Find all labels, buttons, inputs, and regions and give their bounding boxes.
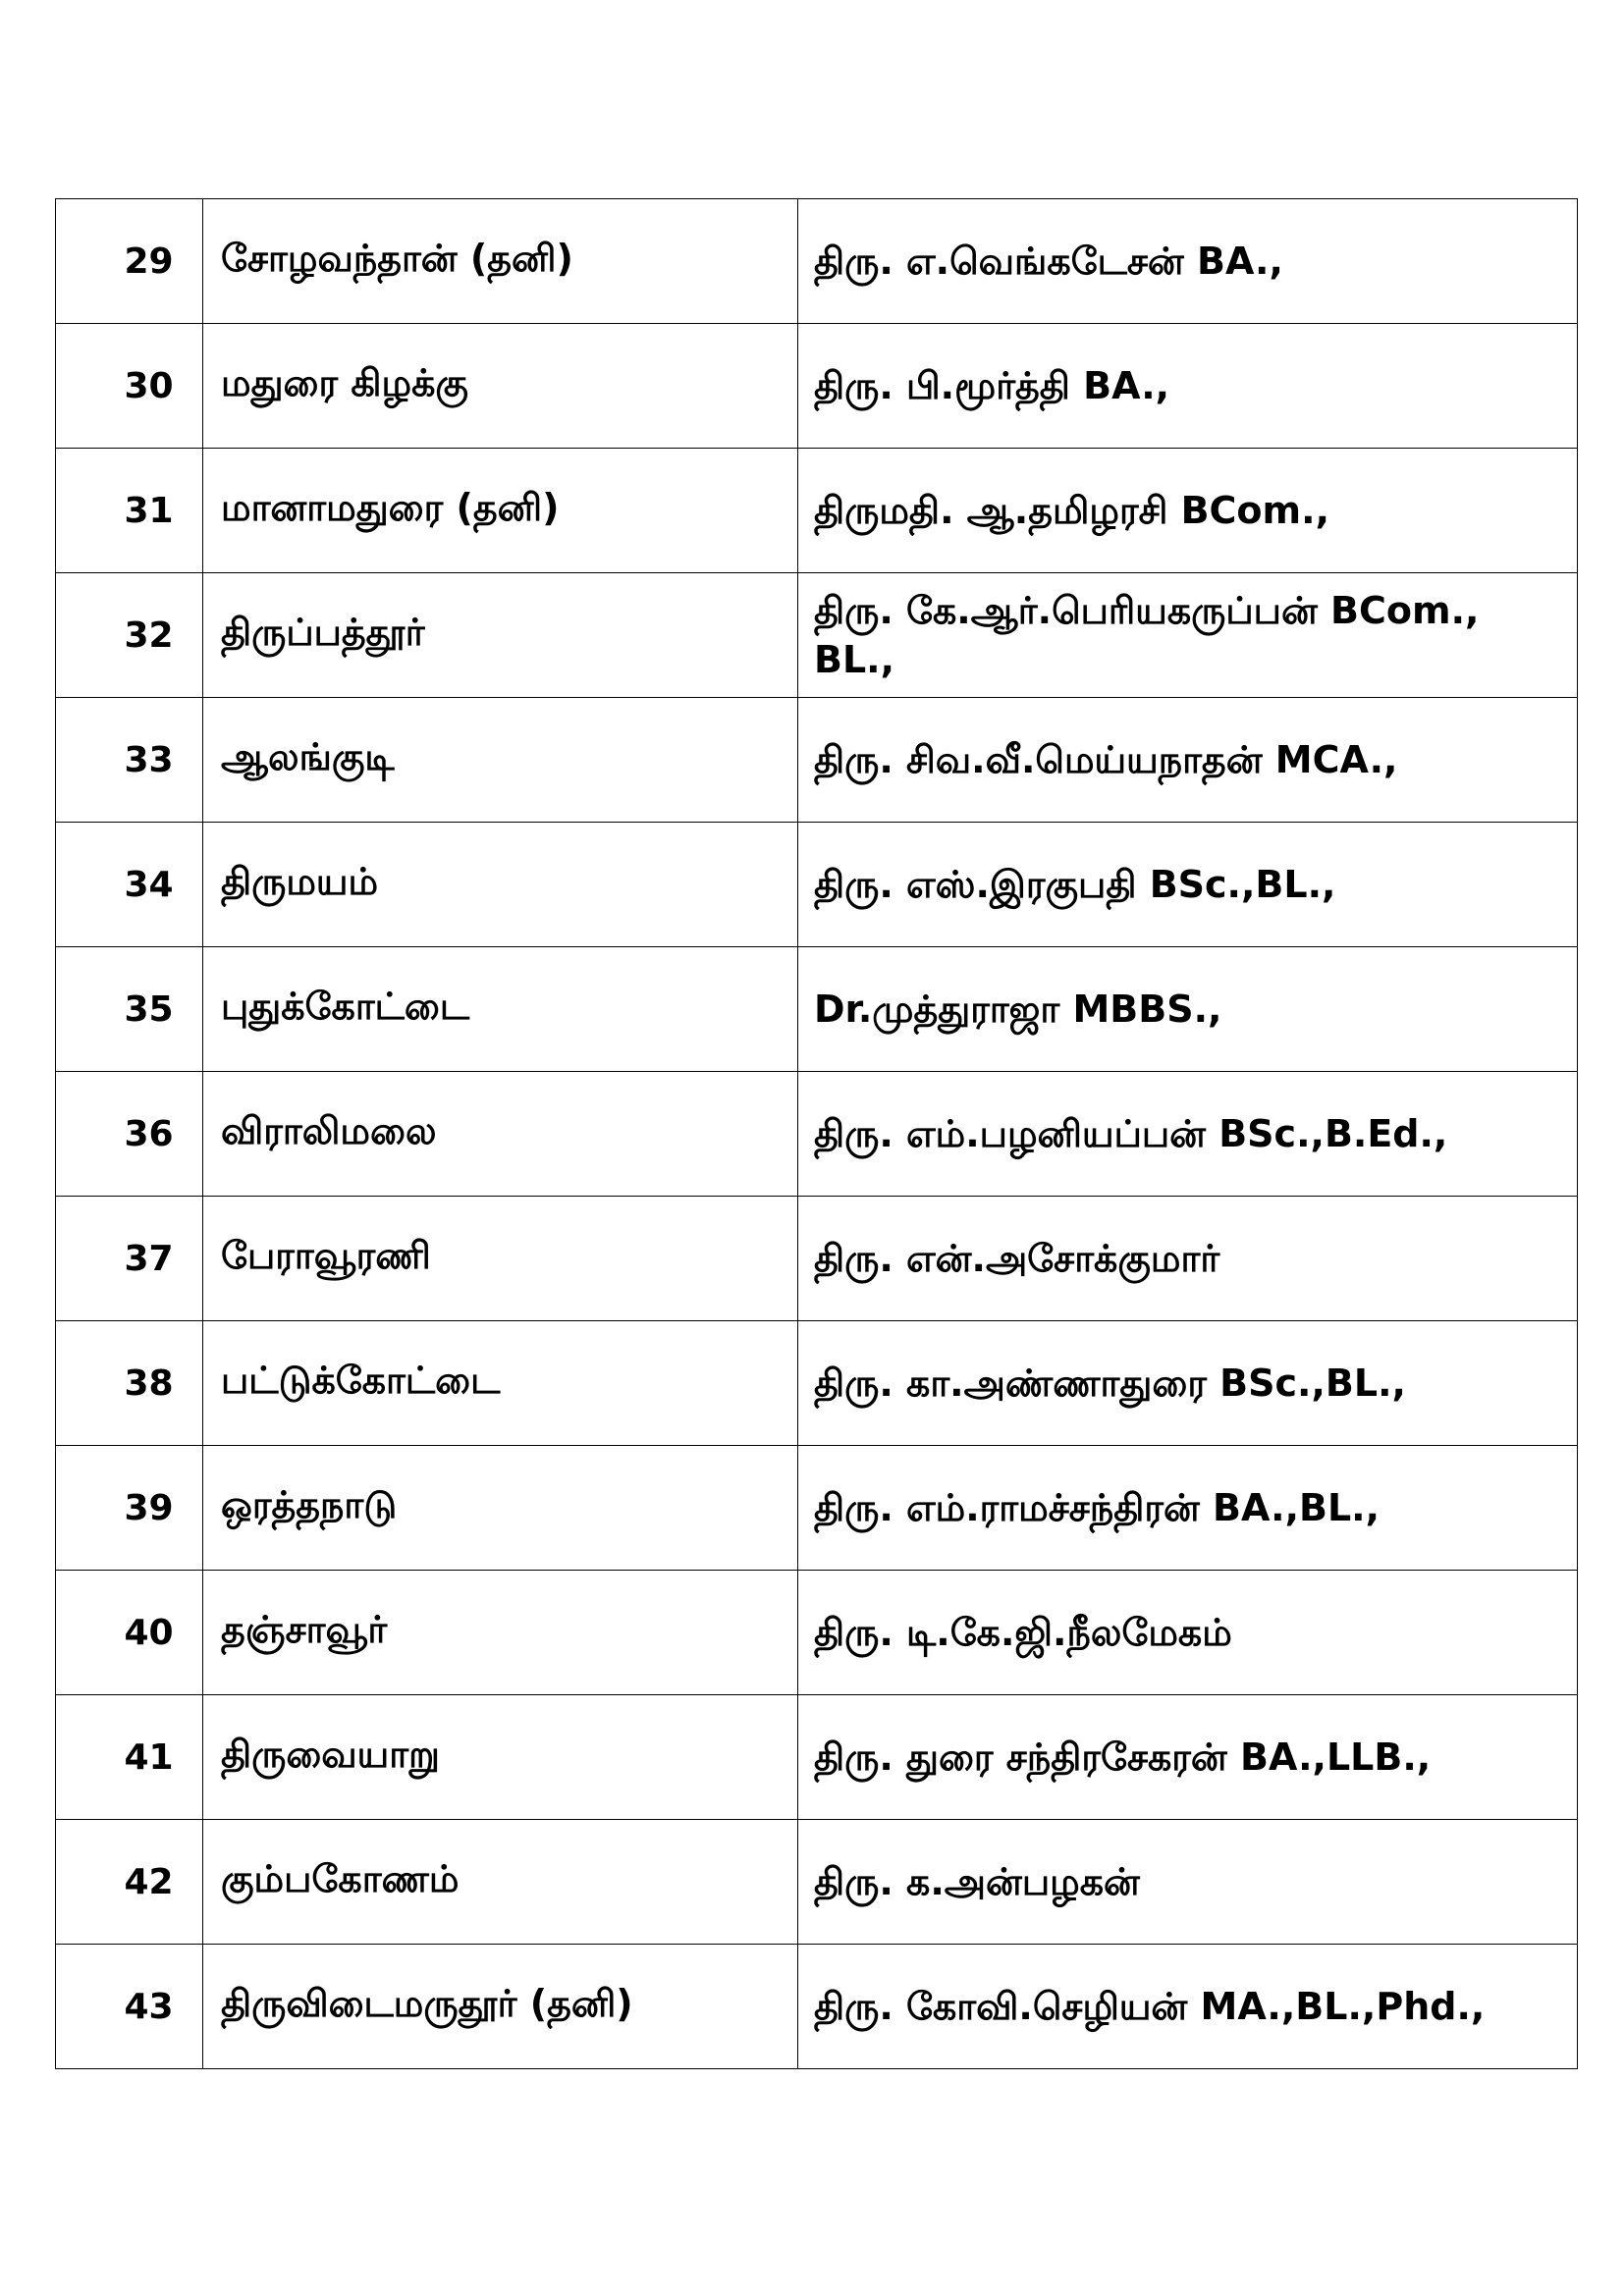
constituency-cell: திருவிடைமருதூர் (தனி) xyxy=(203,1945,798,2069)
candidate-cell: திரு. டி.கே.ஜி.நீலமேகம் xyxy=(798,1571,1578,1695)
serial-number-cell: 35 xyxy=(56,947,203,1072)
candidate-cell: திரு. கா.அண்ணாதுரை BSc.,BL., xyxy=(798,1321,1578,1446)
table-row xyxy=(56,1197,1578,1321)
candidate-cell: திரு. கே.ஆர்.பெரியகருப்பன் BCom., BL., xyxy=(798,573,1578,698)
candidate-cell: திரு. கோவி.செழியன் MA.,BL.,Phd., xyxy=(798,1945,1578,2069)
candidate-cell: திரு. துரை சந்திரசேகரன் BA.,LLB., xyxy=(798,1695,1578,1820)
constituency-cell: திருவையாறு xyxy=(203,1695,798,1820)
table-row xyxy=(56,1321,1578,1446)
table-row xyxy=(56,573,1578,698)
table-row xyxy=(56,823,1578,947)
candidate-cell: திரு. எம்.ராமச்சந்திரன் BA.,BL., xyxy=(798,1446,1578,1571)
table-row xyxy=(56,1446,1578,1571)
table-row xyxy=(56,1072,1578,1197)
serial-number-cell: 33 xyxy=(56,698,203,823)
serial-number-cell: 36 xyxy=(56,1072,203,1197)
table-row xyxy=(56,947,1578,1072)
candidate-cell: திரு. பி.மூர்த்தி BA., xyxy=(798,324,1578,449)
constituency-cell: திருமயம் xyxy=(203,823,798,947)
constituency-cell: ஆலங்குடி xyxy=(203,698,798,823)
serial-number-cell: 43 xyxy=(56,1945,203,2069)
serial-number-cell: 40 xyxy=(56,1571,203,1695)
candidate-cell: திரு. எம்.பழனியப்பன் BSc.,B.Ed., xyxy=(798,1072,1578,1197)
constituency-cell: திருப்பத்தூர் xyxy=(203,573,798,698)
candidate-cell: திரு. எஸ்.இரகுபதி BSc.,BL., xyxy=(798,823,1578,947)
serial-number-cell: 37 xyxy=(56,1197,203,1321)
constituency-cell: தஞ்சாவூர் xyxy=(203,1571,798,1695)
table-row xyxy=(56,1820,1578,1945)
constituency-cell: கும்பகோணம் xyxy=(203,1820,798,1945)
serial-number-cell: 31 xyxy=(56,449,203,573)
serial-number-cell: 41 xyxy=(56,1695,203,1820)
table-row xyxy=(56,1571,1578,1695)
table-row xyxy=(56,449,1578,573)
constituency-cell: மதுரை கிழக்கு xyxy=(203,324,798,449)
candidate-cell: திரு. எ.வெங்கடேசன் BA., xyxy=(798,199,1578,324)
table-row xyxy=(56,1945,1578,2069)
serial-number-cell: 30 xyxy=(56,324,203,449)
candidate-cell: திரு. க.அன்பழகன் xyxy=(798,1820,1578,1945)
candidate-table xyxy=(55,198,1578,2069)
table-row xyxy=(56,199,1578,324)
serial-number-cell: 39 xyxy=(56,1446,203,1571)
serial-number-cell: 38 xyxy=(56,1321,203,1446)
candidate-cell: திரு. என்.அசோக்குமார் xyxy=(798,1197,1578,1321)
table-body xyxy=(56,199,1578,2069)
candidate-cell: திருமதி. ஆ.தமிழரசி BCom., xyxy=(798,449,1578,573)
serial-number-cell: 32 xyxy=(56,573,203,698)
constituency-cell: பேராவூரணி xyxy=(203,1197,798,1321)
constituency-cell: புதுக்கோட்டை xyxy=(203,947,798,1072)
table-row xyxy=(56,324,1578,449)
constituency-cell: சோழவந்தான் (தனி) xyxy=(203,199,798,324)
candidate-cell: திரு. சிவ.வீ.மெய்யநாதன் MCA., xyxy=(798,698,1578,823)
serial-number-cell: 42 xyxy=(56,1820,203,1945)
candidate-cell: Dr.முத்துராஜா MBBS., xyxy=(798,947,1578,1072)
constituency-cell: பட்டுக்கோட்டை xyxy=(203,1321,798,1446)
serial-number-cell: 29 xyxy=(56,199,203,324)
serial-number-cell: 34 xyxy=(56,823,203,947)
table-row xyxy=(56,698,1578,823)
constituency-cell: ஒரத்தநாடு xyxy=(203,1446,798,1571)
constituency-cell: விராலிமலை xyxy=(203,1072,798,1197)
table-row xyxy=(56,1695,1578,1820)
constituency-cell: மானாமதுரை (தனி) xyxy=(203,449,798,573)
